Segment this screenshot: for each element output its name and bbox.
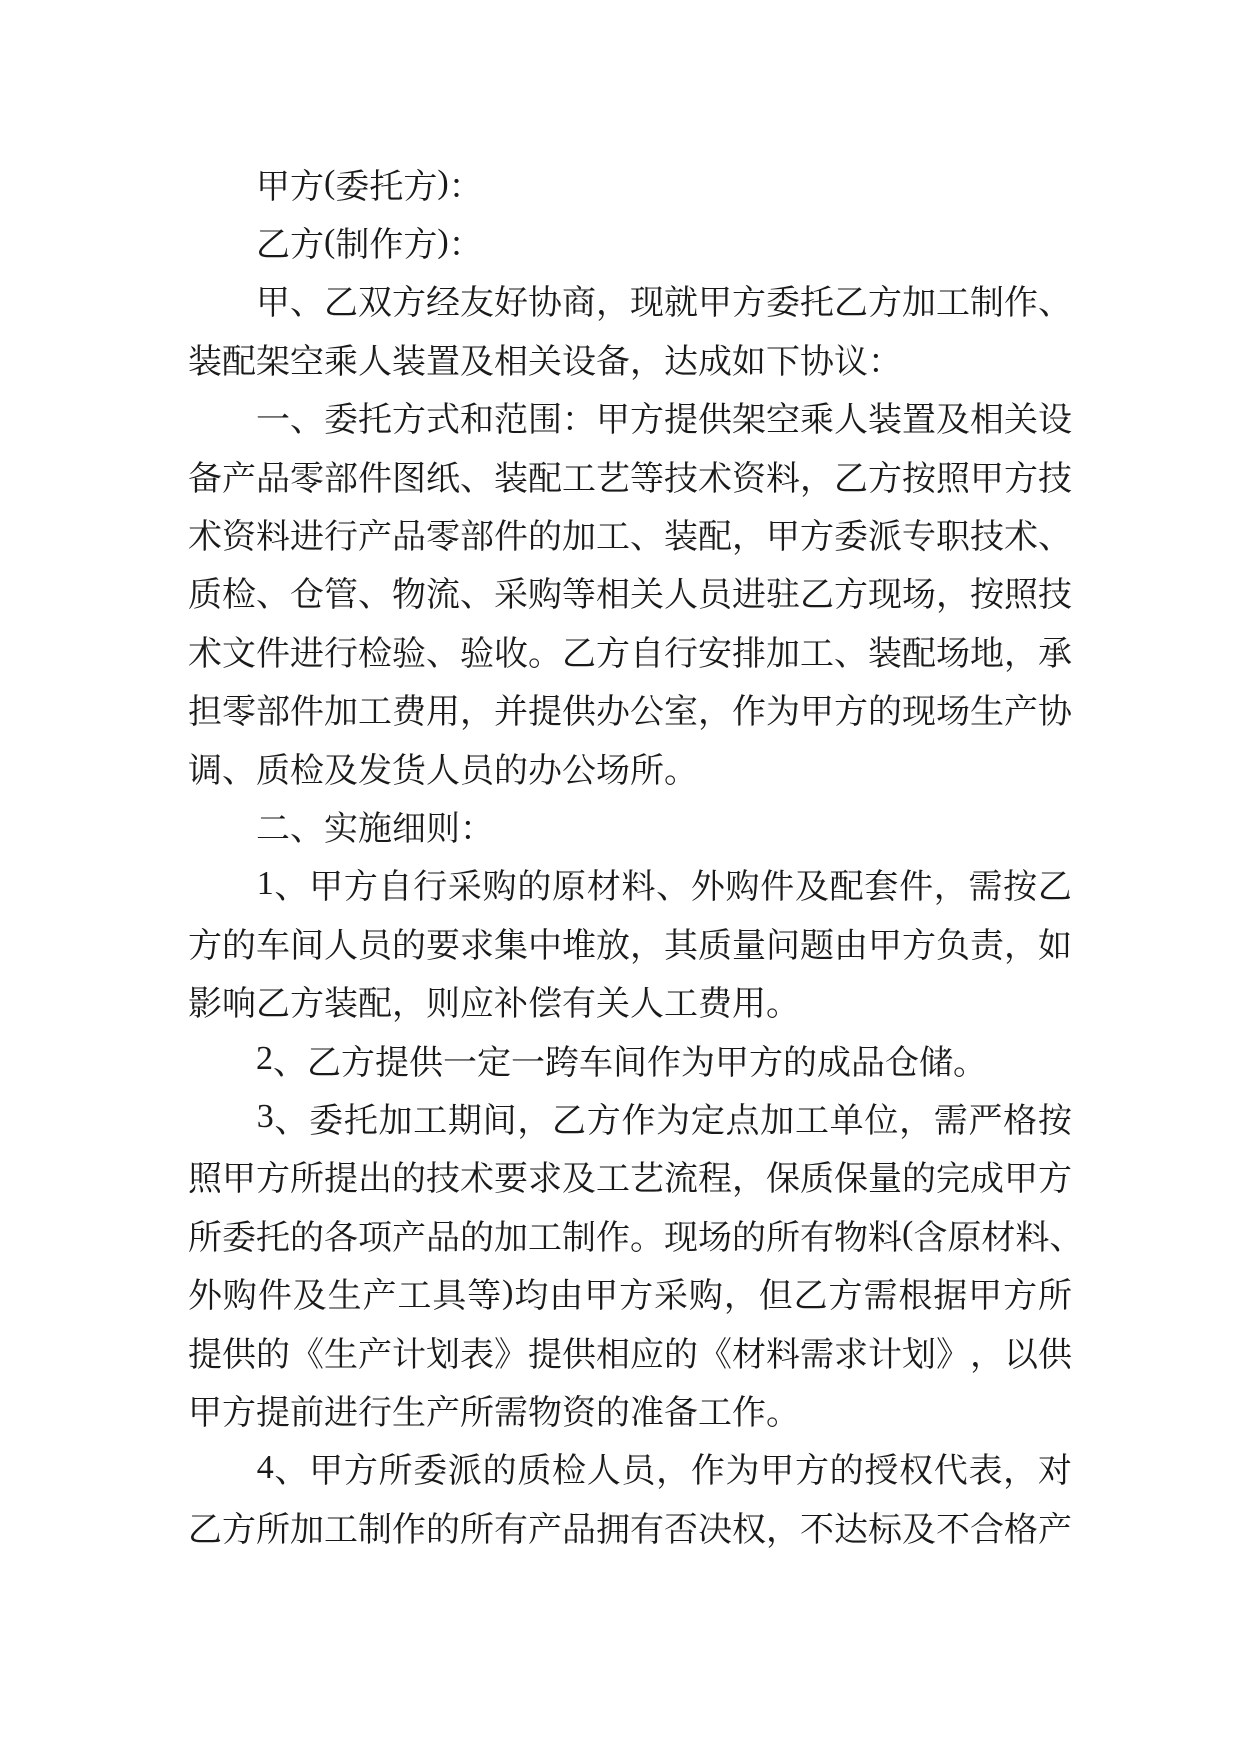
text-line: 甲 、 乙 双 方 经 友 好 协 商 ， 现 就 甲 方 委 托 乙 方 加 工 制 作 、 — [256, 285, 1072, 323]
text-line: 备 产 品 零 部 件 图 纸 、 装 配 工 艺 等 技 术 资 料 ， 乙 方 按 照 甲 方 技 — [188, 460, 1072, 498]
text-line: 调 、 质 检 及 发 货 人 员 的 办 公 场 所 。 — [188, 752, 698, 790]
text-line: 提 供 的 《 生 产 计 划 表 》 提 供 相 应 的 《 材 料 需 求 计 划 》 ， 以 供 — [188, 1336, 1072, 1374]
text-line: 甲 方 提 前 进 行 生 产 所 需 物 资 的 准 备 工 作 。 — [188, 1394, 800, 1432]
text-line: 乙 方 ( 制 作 方 ) ： — [256, 222, 483, 265]
text-line: 方 的 车 间 人 员 的 要 求 集 中 堆 放 ， 其 质 量 问 题 由 甲 方 负 责 ， 如 — [188, 927, 1072, 965]
text-line: 照 甲 方 所 提 出 的 技 术 要 求 及 工 艺 流 程 ， 保 质 保 量 的 完 成 甲 方 — [188, 1161, 1072, 1199]
text-line: 外 购 件 及 生 产 工 具 等 ) 均 由 甲 方 采 购 ， 但 乙 方 需 根 据 甲 方 所 — [188, 1273, 1072, 1316]
text-line: 乙 方 所 加 工 制 作 的 所 有 产 品 拥 有 否 决 权 ， 不 达 标 及 不 合 格 产 — [188, 1511, 1072, 1549]
text-line: 担 零 部 件 加 工 费 用 ， 并 提 供 办 公 室 ， 作 为 甲 方 的 现 场 生 产 协 — [188, 694, 1072, 732]
text-line: 3 、 委 托 加 工 期 间 ， 乙 方 作 为 定 点 加 工 单 位 ， 需 严 格 按 — [256, 1098, 1072, 1140]
text-line: 1 、 甲 方 自 行 采 购 的 原 材 料 、 外 购 件 及 配 套 件 ， 需 按 乙 — [256, 864, 1072, 907]
text-line: 术 资 料 进 行 产 品 零 部 件 的 加 工 、 装 配 ， 甲 方 委 派 专 职 技 术 、 — [188, 519, 1072, 557]
text-line: 一 、 委 托 方 式 和 范 围 ： 甲 方 提 供 架 空 乘 人 装 置 及 相 关 设 — [256, 402, 1072, 440]
text-line: 术 文 件 进 行 检 验 、 验 收 。 乙 方 自 行 安 排 加 工 、 装 配 场 地 ， 承 — [188, 635, 1072, 673]
text-line: 质 检 、 仓 管 、 物 流 、 采 购 等 相 关 人 员 进 驻 乙 方 现 场 ， 按 照 技 — [188, 577, 1072, 615]
text-line: 装 配 架 空 乘 人 装 置 及 相 关 设 备 ， 达 成 如 下 协 议 ： — [188, 343, 902, 381]
document-body — [188, 154, 1084, 1555]
text-line: 所 委 托 的 各 项 产 品 的 加 工 制 作 。 现 场 的 所 有 物 料 ( 含 原 材 料 、 — [188, 1215, 1084, 1257]
text-line: 4 、 甲 方 所 委 派 的 质 检 人 员 ， 作 为 甲 方 的 授 权 代 表 ， 对 — [256, 1448, 1072, 1491]
text-line: 2 、 乙 方 提 供 一 定 一 跨 车 间 作 为 甲 方 的 成 品 仓 储 。 — [256, 1040, 987, 1082]
text-line: 二 、 实 施 细 则 ： — [256, 810, 494, 848]
text-line: 影 响 乙 方 装 配 ， 则 应 补 偿 有 关 人 工 费 用 。 — [188, 986, 800, 1024]
text-line: 甲 方 ( 委 托 方 ) ： — [256, 164, 483, 206]
